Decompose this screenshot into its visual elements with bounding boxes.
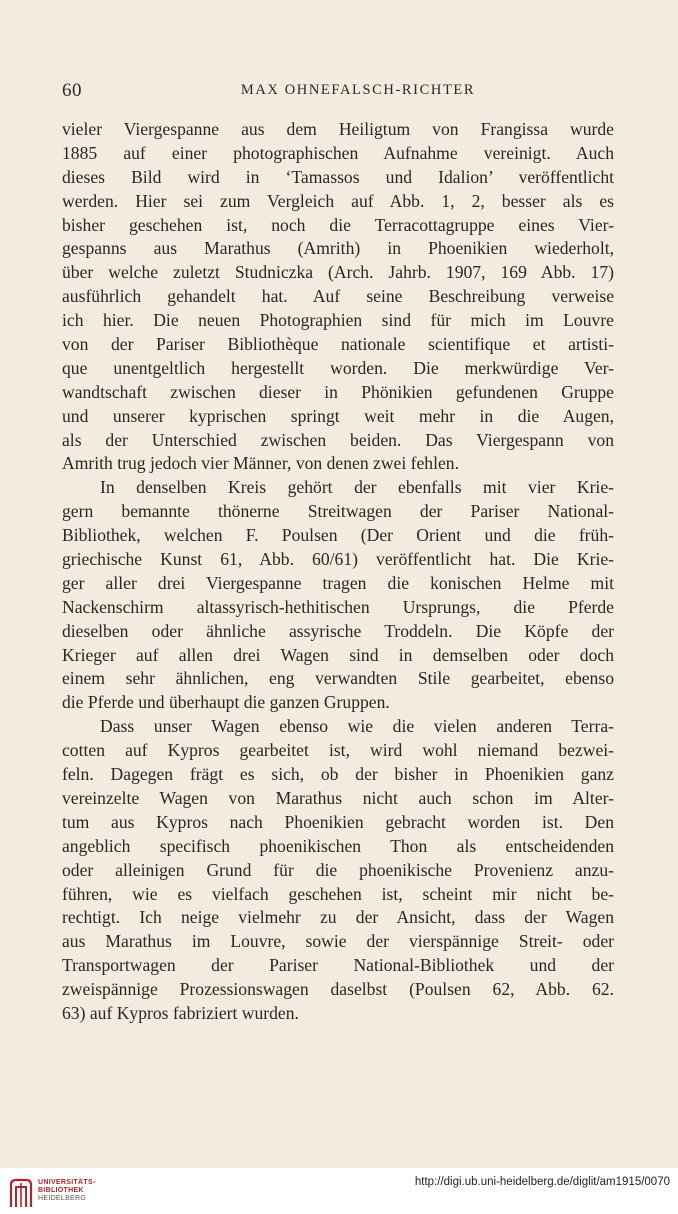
text-line: gespanns aus Marathus (Amrith) in Phoenikien wiederholt, — [62, 238, 614, 259]
text-line: ausführlich gehandelt hat. Auf seine Beschreibung verweise — [62, 286, 614, 307]
library-name-line: BIBLIOTHEK — [38, 1187, 84, 1194]
text-line: Dass unser Wagen ebenso wie die vielen anderen Terra- — [100, 716, 614, 737]
text-line: 63) auf Kypros fabriziert wurden. — [62, 1002, 299, 1023]
text-line: werden. Hier sei zum Vergleich auf Abb. 1, 2, besser als es — [62, 190, 614, 211]
text-line: Nackenschirm altassyrisch-hethitischen Ursprungs, die Pferde — [62, 596, 614, 617]
text-line: que unentgeltlich hergestellt worden. Die merkwürdige Ver- — [62, 357, 614, 378]
text-line: Krieger auf allen drei Wagen sind in demselben oder doch — [62, 644, 614, 665]
text-line: wandtschaft zwischen dieser in Phönikien gefundenen Gruppe — [62, 381, 614, 402]
text-line: als der Unterschied zwischen beiden. Das Viergespann von — [62, 429, 614, 450]
text-line: griechische Kunst 61, Abb. 60/61) veröffentlicht hat. Die Krie- — [62, 549, 614, 570]
text-line: dieses Bild wird in ‘Tamassos und Idalion’ veröffentlicht — [62, 166, 614, 187]
text-line: vereinzelte Wagen von Marathus nicht auch schon im Alter- — [62, 787, 614, 808]
text-line: gern bemannte thönerne Streitwagen der Pariser National- — [62, 501, 614, 522]
library-name-line: UNIVERSITÄTS- — [38, 1179, 96, 1186]
text-line: von der Pariser Bibliothèque nationale scientifique et artisti- — [62, 334, 614, 355]
text-line: feln. Dagegen frägt es sich, ob der bisher in Phoenikien ganz — [62, 764, 614, 785]
text-line: Bibliothek, welchen F. Poulsen (Der Orient und die früh- — [62, 525, 614, 546]
source-url-link[interactable]: http://digi.ub.uni-heidelberg.de/diglit/am1915/0070 — [414, 1176, 670, 1188]
text-line: bisher geschehen ist, noch die Terracottagruppe eines Vier- — [62, 214, 614, 235]
library-name — [38, 1179, 96, 1203]
text-line: In denselben Kreis gehört der ebenfalls mit vier Krie- — [100, 477, 614, 498]
running-head: MAX OHNEFALSCH-RICHTER — [240, 82, 476, 98]
text-line: Transportwagen der Pariser National-Bibliothek und der — [62, 955, 614, 976]
text-line: aus Marathus im Louvre, sowie der vierspännige Streit- oder — [62, 931, 614, 952]
text-line: ich hier. Die neuen Photographien sind für mich im Louvre — [62, 310, 614, 331]
text-line: rechtigt. Ich neige vielmehr zu der Ansicht, dass der Wagen — [62, 907, 614, 928]
library-name-line: HEIDELBERG — [38, 1195, 87, 1202]
text-line: dieselben oder ähnliche assyrische Troddeln. Die Köpfe der — [62, 620, 614, 641]
text-line: vieler Viergespanne aus dem Heiligtum von Frangissa wurde — [62, 119, 614, 139]
text-line: die Pferde und überhaupt die ganzen Gruppen. — [62, 692, 390, 713]
heidelberg-library-logo-icon — [8, 1177, 34, 1209]
text-line: ger aller drei Viergespanne tragen die konischen Helme mit — [62, 572, 614, 593]
text-line: cotten auf Kypros gearbeitet ist, wird wohl niemand bezwei- — [62, 740, 614, 761]
text-line: führen, wie es vielfach geschehen ist, scheint mir nicht be- — [62, 883, 614, 904]
page-number: 60 — [62, 80, 82, 101]
text-line: und unserer kyprischen springt weit mehr in die Augen, — [62, 405, 614, 426]
text-line: oder alleinigen Grund für die phoenikische Provenienz anzu- — [62, 859, 614, 880]
footer — [0, 1168, 678, 1214]
text-line: einem sehr ähnlichen, eng verwandten Stile gearbeitet, ebenso — [62, 668, 614, 689]
text-line: tum aus Kypros nach Phoenikien gebracht worden ist. Den — [62, 811, 614, 832]
text-line: angeblich specifisch phoenikischen Thon als entscheidenden — [62, 835, 614, 856]
body-text — [62, 118, 614, 1026]
text-line: 1885 auf einer photographischen Aufnahme vereinigt. Auch — [62, 142, 614, 163]
text-line: zweispännige Prozessionswagen daselbst (Poulsen 62, Abb. 62. — [62, 979, 614, 1000]
text-line: über welche zuletzt Studniczka (Arch. Jahrb. 1907, 169 Abb. 17) — [62, 262, 614, 283]
page-header — [62, 80, 614, 104]
text-line: Amrith trug jedoch vier Männer, von denen zwei fehlen. — [62, 453, 459, 474]
